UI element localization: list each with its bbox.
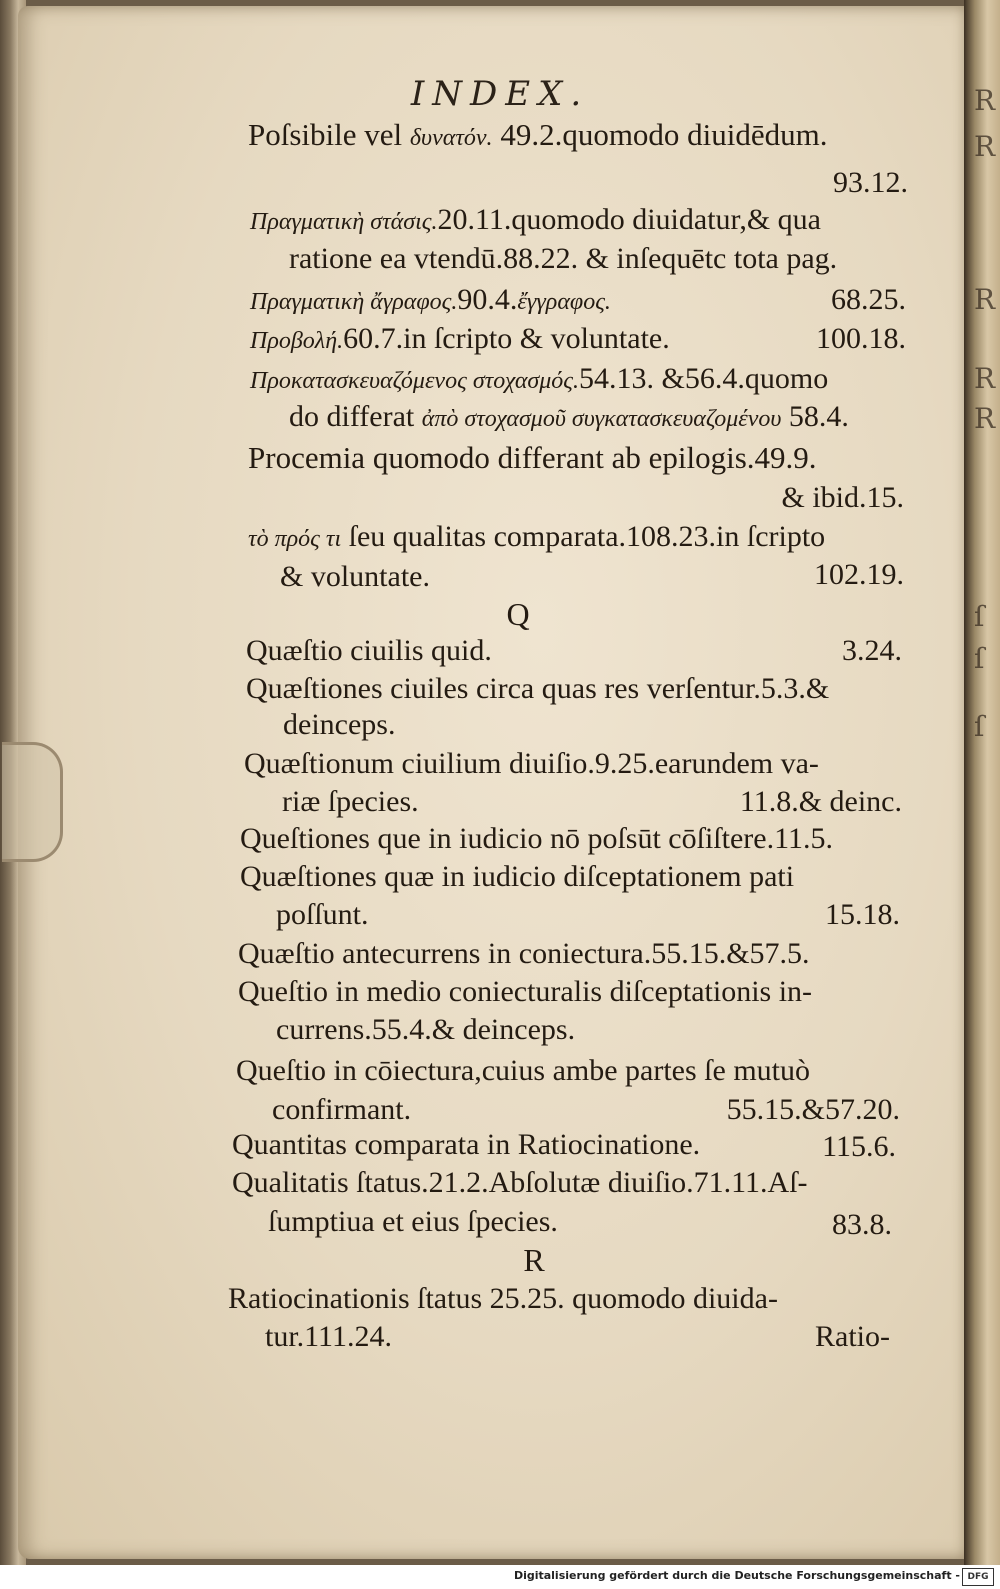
- index-entry: currens.55.4.& deinceps.: [276, 1013, 576, 1046]
- index-ref: 83.8.: [832, 1208, 892, 1241]
- index-entry: ſumptiua et eius ſpecies.: [268, 1205, 558, 1238]
- margin-char: ſ: [974, 710, 985, 743]
- margin-char: R: [974, 130, 996, 163]
- index-entry: Quantitas comparata in Ratiocinatione.: [232, 1128, 701, 1161]
- margin-char: R: [974, 84, 996, 117]
- dfg-logo: DFG: [962, 1568, 994, 1586]
- index-entry: Queſtiones que in iudicio nō poſsūt cōſiſtere.11.5.: [240, 822, 833, 855]
- index-ref: 15.18.: [825, 898, 900, 931]
- margin-char: R: [974, 402, 996, 435]
- catchword: Ratio-: [815, 1320, 890, 1353]
- index-ref: & ibid.15.: [781, 481, 904, 514]
- index-entry: Πραγματικὴ στάσις.20.11.quomodo diuidatur,& qua: [250, 203, 821, 236]
- index-entry: Queſtio in cōiectura,cuius ambe partes ſe mutuò: [236, 1054, 810, 1087]
- index-entry: Procemia quomodo differant ab epilogis.49.9.: [248, 440, 817, 475]
- index-entry: Quæſtio ciuilis quid.: [246, 634, 492, 667]
- index-entry: Queſtio in medio coniecturalis diſceptationis in-: [238, 975, 813, 1008]
- margin-char: ſ: [974, 600, 985, 633]
- index-entry: τὸ πρός τι ſeu qualitas comparata.108.23.in ſcripto: [248, 520, 826, 553]
- index-entry: Προβολή.60.7.in ſcripto & voluntate.: [250, 322, 670, 355]
- index-entry: ratione ea vtendū.88.22. & inſequētc tota pag.: [289, 242, 838, 275]
- footer-credit: Digitalisierung gefördert durch die Deutsche Forschungsgemeinschaft -: [513, 1569, 960, 1582]
- margin-char: ſ: [974, 642, 985, 675]
- index-ref: 3.24.: [842, 634, 902, 667]
- index-ref: 93.12.: [833, 166, 908, 199]
- index-ref: 68.25.: [831, 283, 906, 316]
- index-entry: Quæſtionum ciuilium diuiſio.9.25.earundem va-: [244, 747, 819, 780]
- index-ref: 55.15.&57.20.: [726, 1093, 900, 1126]
- index-entry: deinceps.: [283, 708, 396, 741]
- index-entry: Πραγματικὴ ἄγραφος.90.4.ἔγγραφος.: [250, 283, 611, 316]
- index-entry: Quæſtiones quæ in iudicio diſceptationem pati: [240, 860, 795, 893]
- margin-char: R: [974, 362, 996, 395]
- index-entry: confirmant.: [272, 1093, 412, 1126]
- index-entry: riæ ſpecies.: [282, 785, 419, 818]
- index-entry: Προκατασκευαζόμενος στοχασμός.54.13. &56.4.quomo: [250, 362, 829, 395]
- index-ref: 115.6.: [822, 1130, 896, 1163]
- section-letter-r: R: [523, 1242, 545, 1278]
- index-entry: do differat ἀπὸ στοχασμοῦ συγκατασκευαζομένου 58.4.: [289, 400, 849, 433]
- adjacent-page-strip: [964, 0, 1000, 1565]
- index-entry: Quæſtiones ciuiles circa quas res verſentur.5.3.&: [246, 672, 830, 705]
- margin-char: R: [974, 283, 996, 316]
- index-ref: 11.8.& deinc.: [739, 785, 902, 818]
- footer-bar: [0, 1565, 1000, 1589]
- section-letter-q: Q: [506, 596, 530, 632]
- page-title: INDEX.: [410, 74, 590, 114]
- book-clasp: [2, 742, 63, 862]
- index-ref: 102.19.: [814, 558, 904, 591]
- index-entry: tur.111.24.: [265, 1320, 392, 1353]
- index-entry: & voluntate.: [280, 560, 430, 593]
- index-entry: Poſsibile vel δυνατόν. 49.2.quomodo diuidēdum.: [248, 117, 828, 152]
- index-ref: 100.18.: [816, 322, 906, 355]
- index-entry: Quæſtio antecurrens in coniectura.55.15.&57.5.: [238, 937, 810, 970]
- index-entry: Qualitatis ſtatus.21.2.Abſolutæ diuiſio.71.11.Aſ-: [232, 1166, 808, 1199]
- index-entry: Ratiocinationis ſtatus 25.25. quomodo diuida-: [228, 1282, 778, 1315]
- index-entry: poſſunt.: [276, 898, 369, 931]
